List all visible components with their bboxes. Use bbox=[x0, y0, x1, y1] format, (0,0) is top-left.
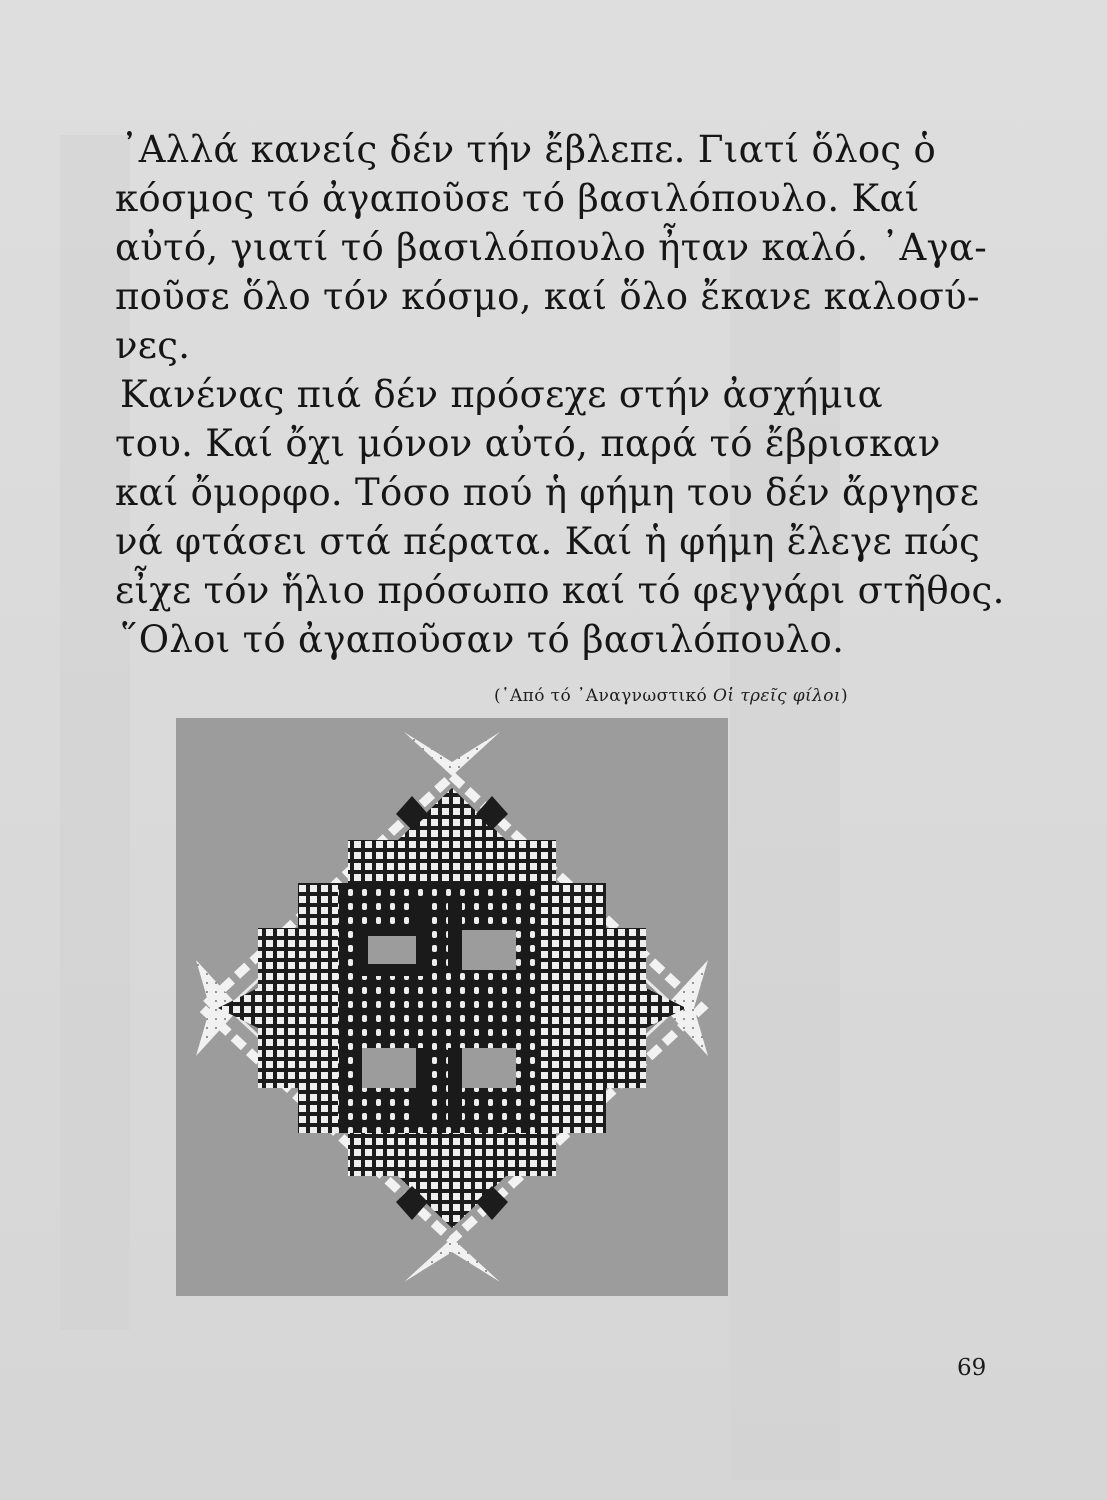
text-line: καί ὄμορφο. Τόσο πού ἡ φήμη του δέν ἄργησε bbox=[115, 471, 980, 514]
cross-bar bbox=[448, 1048, 462, 1122]
source-citation bbox=[440, 686, 848, 706]
citation-prefix: (῾Από τό ᾿Αναγνωστικό bbox=[494, 686, 713, 706]
citation-title: Οἱ τρεῖς φίλοι bbox=[712, 686, 841, 706]
horizontal-dot-row bbox=[350, 996, 528, 1018]
text-line: νά φτάσει στά πέρατα. Καί ἡ φήμη ἔλεγε πώς bbox=[115, 520, 981, 563]
citation-suffix: ) bbox=[840, 686, 848, 706]
text-line: κόσμος τό ἀγαποῦσε τό βασιλόπουλο. Καί bbox=[115, 177, 920, 220]
text-line: αὐτό, γιατί τό βασιλόπουλο ἦταν καλό. ᾿Αγα- bbox=[115, 226, 987, 269]
embroidery-illustration bbox=[176, 718, 728, 1296]
text-line: ποῦσε ὅλο τόν κόσμο, καί ὅλο ἔκανε καλοσύ- bbox=[115, 275, 980, 318]
cross-bar bbox=[448, 896, 462, 970]
page-number: 69 bbox=[957, 1355, 987, 1381]
text-line: του. Καί ὄχι μόνον αὐτό, παρά τό ἔβρισκαν bbox=[115, 422, 941, 465]
text-line: εἶχε τόν ἥλιο πρόσωπο καί τό φεγγάρι στῆθος. bbox=[115, 569, 1005, 612]
cross-bar bbox=[416, 1048, 430, 1122]
body-text bbox=[115, 125, 1005, 664]
text-line: Κανένας πιά δέν πρόσεχε στήν ἀσχήμια bbox=[120, 373, 883, 416]
paragraph-1 bbox=[115, 125, 987, 370]
paragraph-2 bbox=[115, 370, 1005, 664]
text-line: ᾿Αλλά κανείς δέν τήν ἔβλεπε. Γιατί ὅλος ὁ bbox=[120, 128, 937, 171]
text-line: ῞Ολοι τό ἀγαποῦσαν τό βασιλόπουλο. bbox=[120, 618, 845, 661]
text-line: νες. bbox=[115, 324, 191, 367]
cross-bar bbox=[416, 896, 430, 970]
